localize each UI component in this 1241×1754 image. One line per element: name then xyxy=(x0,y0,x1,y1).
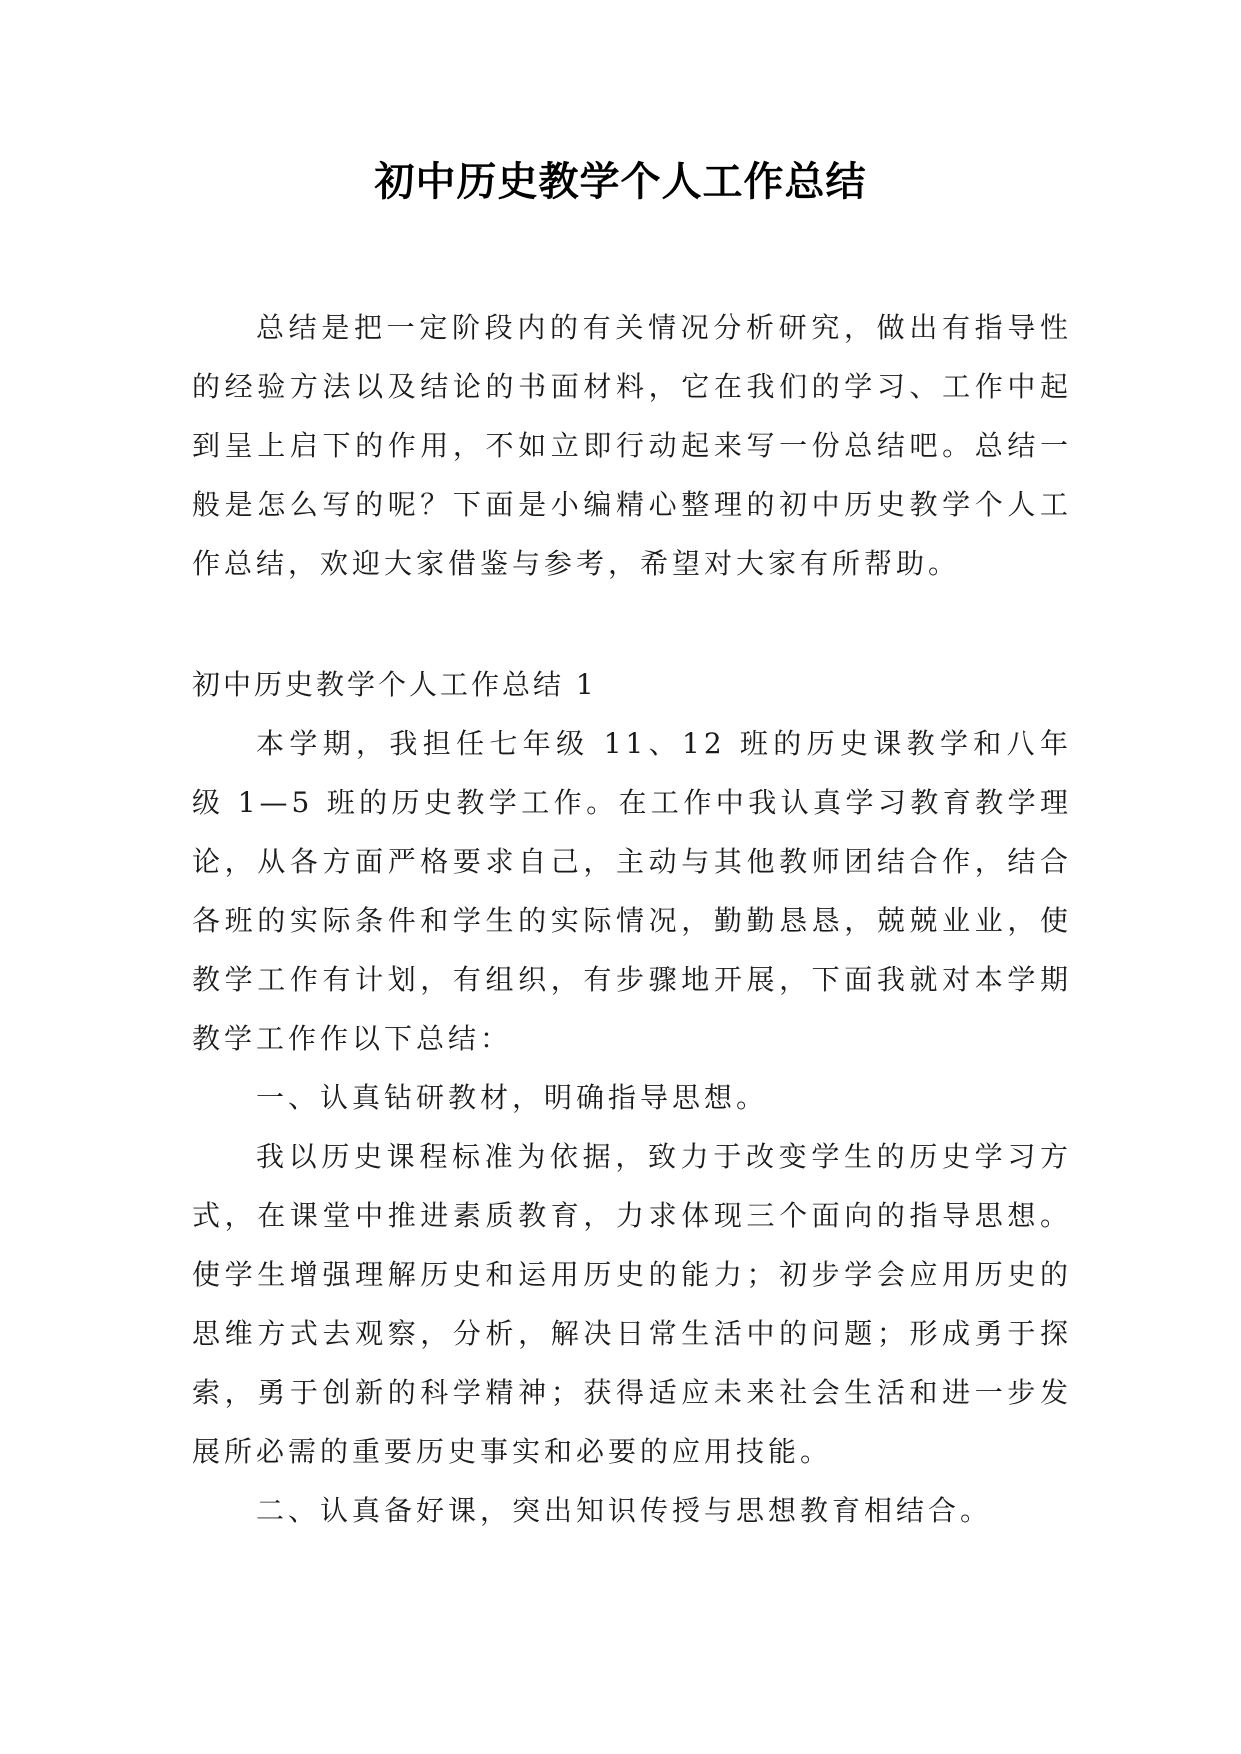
body-paragraph-2: 我以历史课程标准为依据，致力于改变学生的历史学习方式，在课堂中推进素质教育，力求体现三个面向的指导思想。使学生增强理解历史和运用历史的能力；初步学会应用历史的思维方式去观察，分析，解决日常生活中的问题；形成勇于探索，勇于创新的科学精神；获得适应未来社会生活和进一步发展所必需的重要历史事实和必要的应用技能。 xyxy=(192,1140,1072,1468)
body-paragraph-1: 本学期，我担任七年级 11、12 班的历史课教学和八年级 1—5 班的历史教学工作。在工作中我认真学习教育教学理论，从各方面严格要求自己，主动与其他教师团结合作，结合各班的实际条件和学生的实际情况，勤勤恳恳，兢兢业业，使教学工作有计划，有组织，有步骤地开展，下面我就对本学期教学工作作以下总结： xyxy=(192,727,1072,1055)
section-heading: 初中历史教学个人工作总结 1 xyxy=(192,668,597,701)
subheading-1: 一、认真钻研教材，明确指导思想。 xyxy=(256,1081,769,1114)
subheading-2: 二、认真备好课，突出知识传授与思想教育相结合。 xyxy=(256,1494,993,1527)
document-title: 初中历史教学个人工作总结 xyxy=(374,159,867,205)
document-body xyxy=(192,298,1072,1540)
intro-paragraph: 总结是把一定阶段内的有关情况分析研究，做出有指导性的经验方法以及结论的书面材料，它在我们的学习、工作中起到呈上启下的作用，不如立即行动起来写一份总结吧。总结一般是怎么写的呢？下面是小编精心整理的初中历史教学个人工作总结，欢迎大家借鉴与参考，希望对大家有所帮助。 xyxy=(192,311,1072,580)
paragraph-spacer xyxy=(192,593,1072,655)
